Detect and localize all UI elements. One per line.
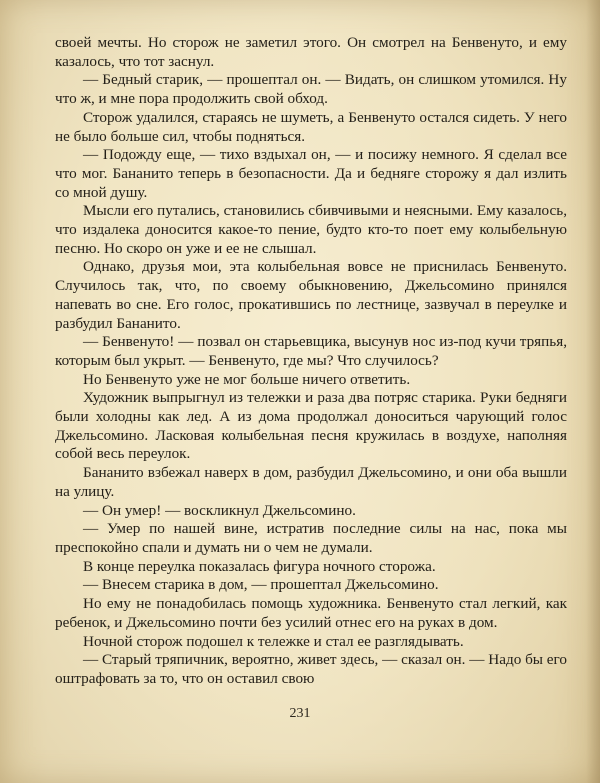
paragraph-3: Сторож удалился, стараясь не шуметь, а Бенвенуто остался сидеть. У него не было больше сил, чтобы подняться. [55,108,567,145]
paragraph-2: — Бедный старик, — прошептал он. — Видать, он слишком утомился. Ну что ж, и мне пора продолжить свой обход. [55,71,567,108]
paragraph-17: — Старый тряпичник, вероятно, живет здесь, — сказал он. — Надо бы его оштрафовать за то, что он оставил свою [55,651,567,687]
paragraph-9: Художник выпрыгнул из тележки и раза два потряс старика. Руки бедняги были холодны как лед. А из дома продолжал доноситься чарующий голос Джельсомино. Ласковая колыбельная песня кружилась в воздухе, наполняя собой весь переулок. [55,389,567,463]
paragraph-1: своей мечты. Но сторож не заметил этого. Он смотрел на Бенвенуто, и ему казалось, что тот заснул. [55,34,567,70]
paragraph-11: — Он умер! — воскликнул Джельсомино. [83,501,356,519]
paragraph-13: В конце переулка показалась фигура ночного сторожа. [83,557,436,575]
paragraph-6: Однако, друзья мои, эта колыбельная вовсе не приснилась Бенвенуто. Случилось так, что, по своему обыкновению, Джельсомино принялся напевать во сне. Его голос, прокатившись по лестнице, зазвучал в переулке и разбудил Бананито. [55,258,567,332]
paragraph-7: — Бенвенуто! — позвал он старьевщика, высунув нос из-под кучи тряпья, которым был укрыт. — Бенвенуто, где мы? Что случилось? [55,333,567,369]
paragraph-10: Бананито взбежал наверх в дом, разбудил Джельсомино, и они оба вышли на улицу. [55,464,567,500]
paragraph-8: Но Бенвенуто уже не мог больше ничего ответить. [83,370,411,388]
paragraph-5: Мысли его путались, становились сбивчивыми и неясными. Ему казалось, что издалека доносится какое-то пение, будто кто-то поет ему колыбельную песню. Но скоро он уже и ее не слышал. [55,202,567,257]
paragraph-12: — Умер по нашей вине, истратив последние силы на нас, пока мы преспокойно спали и думать ни о чем не думали. [55,520,567,556]
paragraph-15: Но ему не понадобилась помощь художника. Бенвенуто стал легкий, как ребенок, и Джельсомино почти без усилий отнес его на руках в дом. [55,595,567,631]
page-number: 231 [289,706,311,721]
paragraph-14: — Внесем старика в дом, — прошептал Джельсомино. [83,576,439,594]
page-text [55,34,567,689]
paragraph-4: — Подожду еще, — тихо вздыхал он, — и посижу немного. Я сделал все что мог. Бананито теперь в безопасности. Да и бедняге сторожу я дал излить со мной душу. [55,146,567,201]
paragraph-16: Ночной сторож подошел к тележке и стал ее разглядывать. [83,632,464,650]
